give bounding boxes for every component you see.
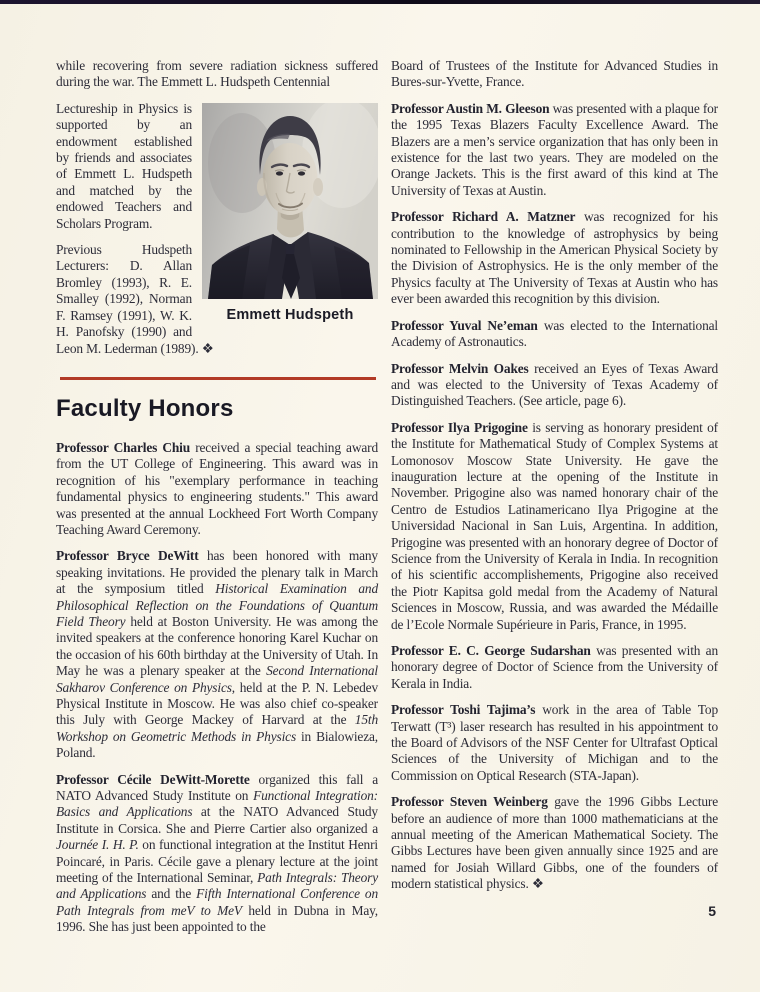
gleeson-paragraph: Professor Austin M. Gleeson was presented with a plaque for the 1995 Texas Blazers Faculty Excellence Award. The Blazers are a men’s service organization that has only been in existence for the last two years. They are modeled on the Orange Jackets. This is the first award of this kind at The University of Texas at Austin. [391, 100, 718, 198]
trustees-continuation-paragraph: Board of Trustees of the Institute for Advanced Studies in Bures-sur-Yvette, France. [391, 58, 718, 90]
prigogine-paragraph: Professor Ilya Prigogine is serving as honorary president of the Institute for Mathematical Study of Complex Systems at Lomonosov Moscow State University. He gave the inauguration lecture at the opening of the Institute in November. Prigogine also was named honorary chair of the Centro de Estudios Latinamericano Ilya Prigogine at the Universidad Nacional in San Luis, Argentina. In addition, Prigogine was presented with an honorary degree of Doctor of Science from the University of Kerala in India. In recognition of his scientific accomplishements, Prigogine also received the Piotr Kapitsa gold medal from the Academy of Natural Sciences in Moscow, Russia, and was awarded the Médaille de l’Ecole Normale Supérieure in Paris, France, in 1995. [391, 419, 718, 632]
neeman-paragraph: Professor Yuval Ne’eman was elected to the International Academy of Astronautics. [391, 317, 718, 350]
intro-continuation-text: while recovering from severe radiation sickness suffered during the war. The Emmett L. Hudspeth Centennial [56, 58, 378, 90]
left-column [56, 58, 378, 946]
section-divider-rule [60, 377, 376, 380]
chiu-paragraph: Professor Charles Chiu received a special teaching award from the UT College of Engineering. This award was in recognition of his "exemplary performance in teaching fundamental physics to engineering students." This award was presented at the annual Lockheed Fort Worth Company Teaching Award Ceremony. [56, 439, 379, 537]
emmett-hudspeth-photo [202, 103, 378, 299]
portrait-figure [202, 103, 378, 323]
faculty-honors-heading: Faculty Honors [56, 394, 234, 422]
oakes-paragraph: Professor Melvin Oakes received an Eyes of Texas Award and was elected to the University of Texas Academy of Distinguished Teachers. (See article, page 6). [391, 360, 718, 409]
dewitt-paragraph: Professor Bryce DeWitt has been honored with many speaking invitations. He provided the plenary talk in March at the symposium titled Historical Examination and Philosophical Reflection on the Foundations of Quantum Field Theory held at Boston University. He was among the invited speakers at the conference honoring Karel Kuchar on the occasion of his 60th birthday at the University of Utah. In May he was a plenary speaker at the Second International Sakharov Conference on Physics, held at the P. N. Lebedev Physical Institute in Moscow. He was also chief co-speaker this July with George Mackey of Harvard at the 15th Workshop on Geometric Methods in Physics in Bialowieza, Poland. [56, 548, 379, 761]
weinberg-paragraph: Professor Steven Weinberg gave the 1996 Gibbs Lecture before an audience of more than 1000 mathematicians at the annual meeting of the American Mathematical Society. The Gibbs Lectures have been given annually since 1925 and are named for Josiah Willard Gibbs, one of the founders of modern statistical physics. ❖ [391, 794, 718, 892]
tajima-paragraph: Professor Toshi Tajima’s work in the area of Table Top Terwatt (T³) laser research has resulted in his appointment to the Board of Advisors of the NSF Center for Ultrafast Optical Sciences of the University of Michigan and to the Commission on Optical Research (STA-Japan). [391, 702, 718, 783]
page-number: 5 [708, 902, 716, 919]
sudarshan-paragraph: Professor E. C. George Sudarshan was presented with an honorary degree of Doctor of Science from the University of Kerala in India. [391, 643, 718, 691]
newsletter-page [0, 58, 760, 946]
dewitt-morette-paragraph: Professor Cécile DeWitt-Morette organized this fall a NATO Advanced Study Institute on Functional Integration: Basics and Applications at the NATO Advanced Study Institute in Corsica. She and Pierre Cartier also organized a Journée I. H. P. on functional integration at the Institut Henri Poincaré, in Paris. Cécile gave a plenary lecture at the joint meeting of the International Seminar, Path Integrals: Theory and Applications and the Fifth International Conference on Path Integrals from meV to MeV held in Dubna in May, 1996. She has just been appointed to the [56, 771, 379, 935]
endowment-paragraph: Lectureship in Physics is supported by an endowment established by friends and associates of Emmett L. Hudspeth and matched by the endowed Teachers and Scholars Program. [56, 100, 192, 231]
photo-caption: Emmett Hudspeth [226, 306, 354, 323]
right-column [391, 58, 718, 946]
matzner-paragraph: Professor Richard A. Matzner was recognized for his contribution to the knowledge of astrophysics by being nominated to Fellowship in the American Physical Society by the Division of Astrophysics. He is the only member of the Physics faculty at The University of Texas at Austin who has ever been awarded this recognition by this division. [391, 209, 718, 307]
previous-lecturers-paragraph: Previous Hudspeth Lecturers: D. Allan Bromley (1993), R. E. Smalley (1992), Norman F. Ramsey (1991), W. K. H. Panofsky (1990) and Leon M. Lederman (1989). ❖ [56, 242, 214, 356]
scan-edge-top [0, 0, 760, 4]
